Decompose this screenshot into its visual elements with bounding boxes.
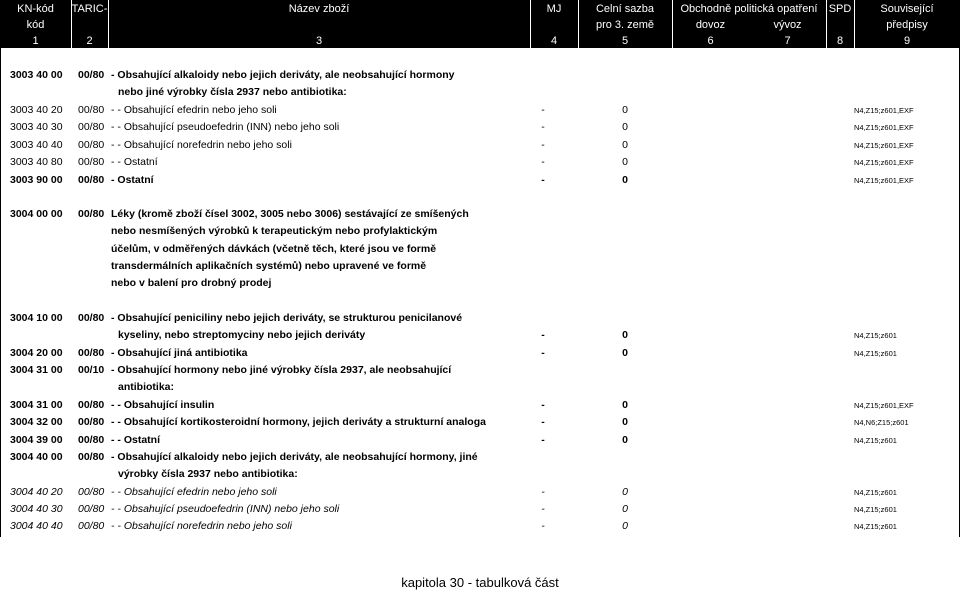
row-kn-code: 3003 90 00 — [10, 174, 63, 186]
header-col-4: 4 — [550, 35, 558, 47]
row-mj: - — [541, 347, 545, 359]
row-related-regulations: N4,Z15;z601,EXF — [854, 401, 914, 410]
row-taric-suffix: 00/80 — [78, 174, 105, 186]
row-mj: - — [541, 434, 545, 446]
table-left-border — [0, 48, 1, 537]
row-related-regulations: N4,Z15;z601 — [854, 488, 897, 497]
header-col-1: 1 — [32, 35, 39, 47]
row-taric-suffix: 00/80 — [78, 104, 105, 116]
row-description-line: antibiotika: — [118, 381, 175, 394]
row-kn-code: 3004 39 00 — [10, 434, 63, 446]
row-taric-suffix: 00/80 — [78, 451, 105, 463]
row-related-regulations: N4,Z15;z601 — [854, 436, 897, 445]
row-description-line: - - Obsahující kortikosteroidní hormony, jejich deriváty a strukturní analoga — [111, 416, 486, 428]
row-related-regulations: N4,Z15;z601,EXF — [854, 141, 914, 150]
row-description-line: - - Obsahující efedrin nebo jeho soli — [111, 104, 277, 116]
row-duty-rate: 0 — [622, 347, 628, 359]
row-kn-code: 3004 31 00 — [10, 364, 63, 376]
row-taric-suffix: 00/80 — [78, 121, 105, 133]
row-mj: - — [541, 329, 545, 342]
row-taric-suffix: 00/80 — [78, 416, 105, 428]
row-kn-code: 3004 40 00 — [10, 451, 63, 463]
row-mj: - — [541, 156, 545, 168]
row-duty-rate: 0 — [622, 121, 628, 133]
row-kn-code: 3004 40 30 — [10, 503, 63, 515]
row-related-regulations: N4,N6;Z15;z601 — [854, 418, 909, 427]
row-kn-code: 3004 00 00 — [10, 208, 63, 220]
row-description-line: - Obsahující peniciliny nebo jejich deriváty, se strukturou penicilanové — [111, 312, 463, 324]
row-description-line: - Obsahující hormony nebo jiné výrobky čísla 2937, ale neobsahující — [111, 364, 452, 376]
row-description-line: nebo v balení pro drobný prodej — [111, 277, 272, 290]
header-col-6: 6 — [707, 35, 714, 47]
row-description-line: - - Obsahující pseudoefedrin (INN) nebo jeho soli — [111, 121, 340, 133]
row-description-line: - - Ostatní — [111, 156, 158, 168]
row-mj: - — [541, 139, 545, 151]
row-kn-code: 3004 10 00 — [10, 312, 63, 324]
header-predpisy: předpisy — [886, 19, 928, 31]
row-kn-code: 3003 40 80 — [10, 156, 63, 168]
row-kn-code: 3003 40 30 — [10, 121, 63, 133]
row-description-line: - - Ostatní — [111, 434, 160, 446]
row-mj: - — [541, 104, 545, 116]
row-taric-suffix: 00/80 — [78, 503, 105, 515]
header-kod: kód — [26, 19, 45, 31]
row-duty-rate: 0 — [622, 416, 628, 428]
row-kn-code: 3004 40 40 — [10, 520, 63, 532]
header-pro-3-zeme: pro 3. země — [595, 19, 655, 31]
header-celni-sazba: Celní sazba — [595, 3, 655, 15]
row-related-regulations: N4,Z15;z601,EXF — [854, 158, 914, 167]
row-taric-suffix: 00/80 — [78, 486, 105, 498]
row-kn-code: 3004 40 20 — [10, 486, 63, 498]
table-header — [0, 0, 960, 48]
row-taric-suffix: 00/10 — [78, 364, 105, 376]
row-description-line: výrobky čísla 2937 nebo antibiotika: — [118, 468, 298, 481]
row-mj: - — [541, 416, 545, 428]
header-col-3: 3 — [315, 35, 323, 47]
row-duty-rate: 0 — [622, 139, 628, 151]
row-duty-rate: 0 — [622, 503, 628, 515]
row-taric-suffix: 00/80 — [78, 139, 105, 151]
row-description-line: kyseliny, nebo streptomyciny nebo jejich deriváty — [118, 329, 366, 342]
row-kn-code: 3003 40 20 — [10, 104, 63, 116]
header-col-5: 5 — [621, 35, 629, 47]
row-kn-code: 3004 20 00 — [10, 347, 63, 359]
row-description-line: nebo jiné výrobky čísla 2937 nebo antibiotika: — [118, 86, 347, 99]
row-kn-code: 3003 40 40 — [10, 139, 63, 151]
row-related-regulations: N4,Z15;z601,EXF — [854, 176, 914, 185]
header-col-7: 7 — [784, 35, 791, 47]
row-description-line: účelům, v odměřených dávkách (včetně těch, které jsou ve formě — [111, 242, 437, 255]
row-description-line: transdermálních aplikačních systémů) nebo upravené ve formě — [111, 259, 427, 272]
row-mj: - — [541, 503, 545, 515]
row-related-regulations: N4,Z15;z601 — [854, 331, 897, 341]
row-duty-rate: 0 — [622, 520, 628, 532]
row-related-regulations: N4,Z15;z601 — [854, 505, 897, 514]
header-mj: MJ — [546, 3, 562, 15]
row-description-line: - - Obsahující pseudoefedrin (INN) nebo jeho soli — [111, 503, 340, 515]
header-dovoz: dovoz — [695, 19, 726, 31]
row-kn-code: 3004 31 00 — [10, 399, 63, 411]
row-description-line: - - Obsahující norefedrin nebo jeho soli — [111, 520, 292, 532]
row-duty-rate: 0 — [622, 104, 628, 116]
row-kn-code: 3003 40 00 — [10, 69, 63, 81]
row-mj: - — [541, 174, 545, 186]
row-taric-suffix: 00/80 — [78, 156, 105, 168]
row-taric-suffix: 00/80 — [78, 312, 105, 324]
row-description-line: - Obsahující jiná antibiotika — [111, 347, 248, 359]
header-taric: TARIC- — [71, 3, 108, 15]
row-description-line: - Obsahující alkaloidy nebo jejich deriváty, ale neobsahující hormony, jiné — [111, 451, 478, 463]
row-related-regulations: N4,Z15;z601 — [854, 349, 897, 358]
row-duty-rate: 0 — [622, 434, 628, 446]
row-duty-rate: 0 — [622, 486, 628, 498]
row-taric-suffix: 00/80 — [78, 347, 105, 359]
row-duty-rate: 0 — [622, 156, 628, 168]
header-souvisejici: Související — [880, 3, 934, 15]
header-obchodne-politicka-opatreni: Obchodně politická opatření — [680, 3, 818, 15]
row-description-line: - Obsahující alkaloidy nebo jejich deriváty, ale neobsahující hormony — [111, 69, 455, 81]
row-related-regulations: N4,Z15;z601,EXF — [854, 123, 914, 132]
row-mj: - — [541, 486, 545, 498]
header-nazev-zbozi: Název zboží — [288, 3, 350, 15]
row-duty-rate: 0 — [622, 329, 628, 342]
row-taric-suffix: 00/80 — [78, 208, 105, 220]
row-taric-suffix: 00/80 — [78, 399, 105, 411]
row-description-line: nebo nesmíšených výrobků k terapeutickým nebo profylaktickým — [111, 225, 438, 238]
header-col-2: 2 — [86, 35, 93, 47]
row-mj: - — [541, 121, 545, 133]
row-taric-suffix: 00/80 — [78, 434, 105, 446]
row-mj: - — [541, 520, 545, 532]
row-related-regulations: N4,Z15;z601,EXF — [854, 106, 914, 115]
header-col-8: 8 — [836, 35, 844, 47]
page-footer: kapitola 30 - tabulková část — [401, 575, 559, 590]
row-description-line: Léky (kromě zboží čísel 3002, 3005 nebo 3006) sestávající ze smíšených — [111, 208, 469, 220]
header-kn-kod: KN-kód — [17, 3, 54, 15]
row-duty-rate: 0 — [622, 399, 628, 411]
row-kn-code: 3004 32 00 — [10, 416, 63, 428]
row-description-line: - - Obsahující insulin — [111, 399, 215, 411]
row-taric-suffix: 00/80 — [78, 69, 105, 81]
row-description-line: - Ostatní — [111, 174, 154, 186]
row-duty-rate: 0 — [622, 174, 628, 186]
row-description-line: - - Obsahující efedrin nebo jeho soli — [111, 486, 277, 498]
row-description-line: - - Obsahující norefedrin nebo jeho soli — [111, 139, 292, 151]
header-spd: SPD — [828, 3, 852, 15]
row-taric-suffix: 00/80 — [78, 520, 105, 532]
header-col-9: 9 — [903, 35, 911, 47]
row-mj: - — [541, 399, 545, 411]
row-related-regulations: N4,Z15;z601 — [854, 522, 897, 531]
header-vyvoz: vývoz — [773, 19, 802, 31]
